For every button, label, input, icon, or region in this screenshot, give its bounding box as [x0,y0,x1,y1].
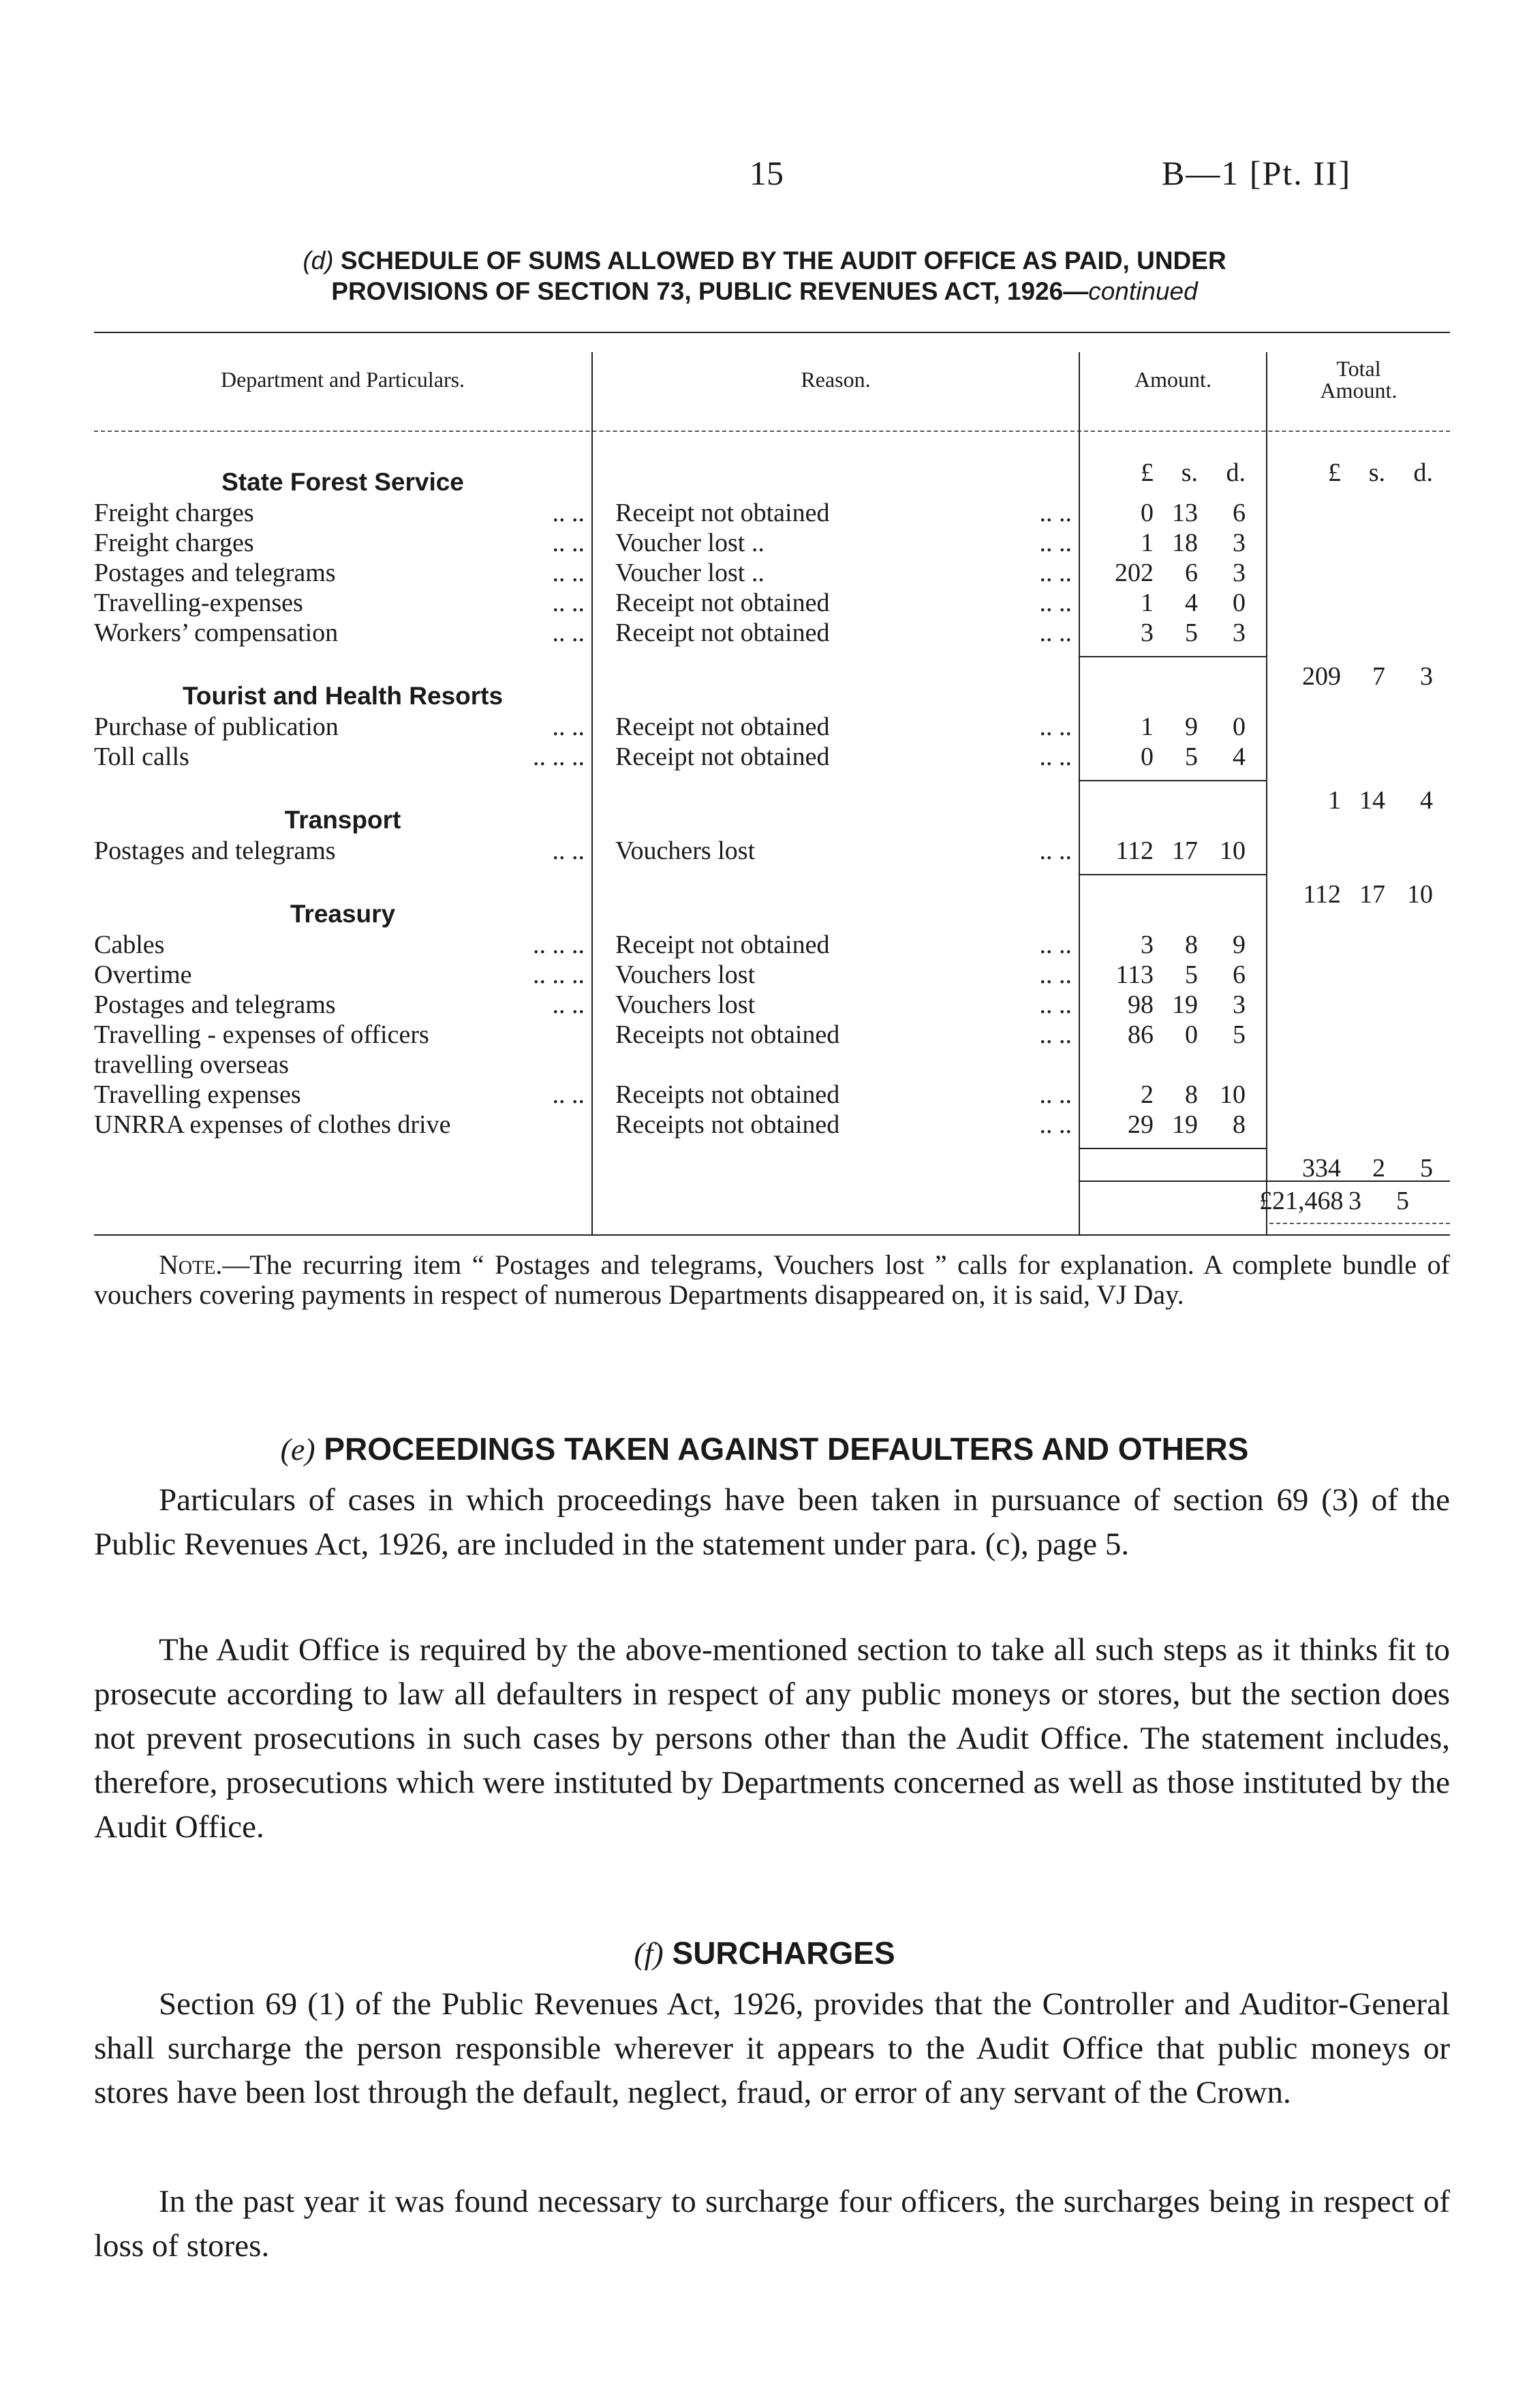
grand-total-underline [1269,1223,1450,1224]
column-header-amount: Amount. [1134,367,1211,392]
row-reason: Receipt not obtained [615,742,830,771]
section-f-heading: SURCHARGES [672,1935,895,1971]
row-reason: Receipts not obtained [615,1110,840,1139]
row-amount-pence: 4 [1233,742,1246,771]
row-amount-pence: 9 [1233,931,1246,959]
row-amount [1096,1110,1246,1140]
row-particular: Travelling expenses [94,1080,301,1109]
row-amount [1096,558,1246,588]
row-particular: Toll calls [94,742,189,771]
row-reason-dots: .. .. [1039,1080,1072,1109]
group-total-pounds: 1 [1328,786,1341,815]
row-amount-pence: 3 [1233,990,1246,1019]
row-particular: Freight charges [94,499,254,527]
section-f-prefix: (f) [634,1936,664,1971]
row-amount-pounds: 113 [1115,960,1154,989]
row-leader-dots: .. .. [552,1080,585,1109]
row-amount-shillings: 5 [1185,960,1198,989]
document-reference: B—1 [Pt. II] [1162,154,1352,192]
grand-total-pence: 5 [1396,1187,1409,1215]
grand-total [1259,1186,1409,1216]
row-amount [1096,498,1246,528]
row-reason: Receipt not obtained [615,619,830,647]
group-total [1283,785,1433,815]
row-particular-continued: travelling overseas [94,1050,289,1079]
row-leader-dots: .. .. .. [533,742,585,771]
page-number: 15 [750,154,784,192]
row-reason: Vouchers lost [615,960,756,989]
row-amount [1096,1080,1246,1110]
row-amount [1096,836,1246,866]
row-particular: UNRRA expenses of clothes drive [94,1110,451,1139]
section-e-title [95,1430,1434,1467]
group-total [1283,1153,1433,1183]
group-total-shillings: 17 [1359,880,1385,909]
row-reason: Vouchers lost [615,990,756,1019]
row-reason: Receipts not obtained [615,1020,840,1049]
group-heading: Treasury [290,900,396,928]
group-total-shillings: 2 [1372,1154,1385,1183]
row-amount-shillings: 8 [1185,1080,1198,1109]
section-e-paragraph-2: The Audit Office is required by the above-mentioned section to take all such steps as it thinks fit to prosecute according to law all defaulters in respect of any public moneys or stores, but the section does not prevent prosecutions in such cases by persons other than the Audit Office. The statement includes, therefore, prosecutions which were instituted by Departments concerned as well as those instituted by the Audit Office. [94,1632,1450,1845]
row-reason-dots: .. .. [1039,619,1072,647]
schedule-title-line2: PROVISIONS OF SECTION 73, PUBLIC REVENUES ACT, 1926— [331,277,1089,305]
section-f-paragraph-1: Section 69 (1) of the Public Revenues Act, 1926, provides that the Controller and Auditor-General shall surcharge the person responsible wherever it appears to the Audit Office that public moneys or stores have been lost through the default, neglect, fraud, or error of any servant of the Crown. [94,1986,1450,2110]
group-total-pounds: 209 [1302,662,1341,691]
row-reason-dots: .. .. [1039,559,1072,587]
row-reason: Receipt not obtained [615,931,830,959]
schedule-title-prefix: (d) [303,247,334,275]
group-total [1283,661,1433,691]
row-reason-dots: .. .. [1039,931,1072,959]
row-amount-shillings: 9 [1185,713,1198,741]
row-amount-pounds: 98 [1128,990,1154,1019]
row-amount-pounds: 0 [1141,742,1154,771]
total-currency-header [1283,458,1433,488]
row-reason-dots: .. .. [1039,836,1072,865]
row-amount-pounds: 3 [1141,619,1154,647]
total-pound-sign: £ [1328,458,1341,487]
row-reason-dots: .. .. [1039,960,1072,989]
row-amount-pence: 0 [1233,589,1246,617]
row-reason-dots: .. .. [1039,529,1072,557]
row-amount-pounds: 29 [1128,1110,1154,1139]
group-total-pence: 10 [1407,880,1433,909]
column-divider-total [1266,352,1267,1234]
group-total-shillings: 7 [1372,662,1385,691]
row-amount-pence: 5 [1233,1020,1246,1049]
row-amount-shillings: 5 [1185,742,1198,771]
section-e-prefix: (e) [280,1432,315,1467]
row-leader-dots: .. .. [552,990,585,1019]
group-subtotal-rule [1079,656,1266,657]
row-amount-pounds: 86 [1128,1020,1154,1049]
row-amount-pounds: 3 [1141,931,1154,959]
row-amount [1096,960,1246,990]
section-f-paragraph-2: In the past year it was found necessary to surcharge four officers, the surcharges being in respect of loss of stores. [94,2184,1450,2264]
row-amount [1096,742,1246,772]
row-particular: Cables [94,931,165,959]
amount-pence-sign: d. [1226,458,1246,487]
row-amount-pence: 0 [1233,713,1246,741]
row-reason: Voucher lost .. [615,559,764,587]
column-divider-amount [1079,352,1080,1234]
amount-shilling-sign: s. [1181,458,1198,487]
row-particular: Workers’ compensation [94,619,339,647]
column-header-total-line2: Amount. [1320,378,1397,403]
row-leader-dots: .. .. [552,619,585,647]
row-amount [1096,930,1246,960]
group-subtotal-rule [1079,780,1266,781]
row-amount-shillings: 19 [1172,1110,1198,1139]
row-amount-pounds: 1 [1141,713,1154,741]
total-pence-sign: d. [1413,458,1433,487]
row-amount-shillings: 0 [1185,1020,1198,1049]
schedule-title-continued: continued [1088,277,1198,305]
group-heading: Transport [284,806,401,834]
row-amount-pence: 3 [1233,619,1246,647]
row-particular: Postages and telegrams [94,559,336,587]
header-bottom-rule [94,431,1450,432]
row-amount-pounds: 2 [1141,1080,1154,1109]
schedule-note [94,1250,1450,1310]
row-amount-pence: 8 [1233,1110,1246,1139]
group-total-pounds: 112 [1303,880,1341,909]
group-total-pence: 5 [1420,1154,1433,1183]
amount-currency-header [1096,458,1246,488]
note-text: —The recurring item “ Postages and telegrams, Vouchers lost ” calls for explanation. A complete bundle of vouchers covering payments in respect of numerous Departments disappeared on, it is said, VJ Day. [94,1249,1450,1310]
row-particular: Purchase of publication [94,713,339,741]
row-amount-pounds: 1 [1141,589,1154,617]
row-amount [1096,712,1246,742]
row-amount-shillings: 6 [1185,559,1198,587]
row-amount-shillings: 17 [1172,836,1198,865]
column-header-total-line1: Total [1336,356,1381,381]
row-reason: Receipt not obtained [615,499,830,527]
row-leader-dots: .. .. [552,499,585,527]
grand-total-pounds: £21,468 [1259,1187,1344,1215]
schedule-table [94,332,1450,1238]
group-subtotal-rule [1079,1148,1266,1149]
row-leader-dots: .. .. [552,836,585,865]
section-e-heading: PROCEEDINGS TAKEN AGAINST DEFAULTERS AND OTHERS [324,1431,1249,1467]
row-amount-pounds: 112 [1115,836,1154,865]
row-amount-pounds: 1 [1141,529,1154,557]
row-amount-pounds: 202 [1115,559,1154,587]
group-heading: State Forest Service [221,468,464,496]
row-particular: Freight charges [94,529,254,557]
row-amount-shillings: 4 [1185,589,1198,617]
row-amount [1096,618,1246,648]
row-amount-pence: 6 [1233,960,1246,989]
total-shilling-sign: s. [1368,458,1385,487]
schedule-title [95,245,1434,307]
grand-total-rule [1079,1180,1450,1182]
row-amount-shillings: 13 [1172,499,1198,527]
row-particular: Travelling - expenses of officers [94,1020,429,1049]
note-label: Note. [159,1249,223,1280]
row-amount-pence: 10 [1220,1080,1246,1109]
column-divider-reason [591,352,593,1234]
column-header-total [1267,358,1450,401]
schedule-title-line1: SCHEDULE OF SUMS ALLOWED BY THE AUDIT OFFICE AS PAID, UNDER [340,247,1226,275]
row-amount [1096,528,1246,558]
grand-total-shillings: 3 [1348,1187,1361,1215]
row-amount [1096,1020,1246,1050]
row-reason-dots: .. .. [1039,589,1072,617]
row-reason: Voucher lost .. [615,529,764,557]
row-particular: Overtime [94,960,192,989]
row-amount-shillings: 8 [1185,931,1198,959]
row-amount-shillings: 18 [1172,529,1198,557]
group-total [1283,879,1433,909]
amount-pound-sign: £ [1141,458,1154,487]
row-particular: Postages and telegrams [94,836,336,865]
row-leader-dots: .. .. [552,589,585,617]
row-particular: Travelling-expenses [94,589,303,617]
row-amount-pence: 10 [1220,836,1246,865]
row-amount-shillings: 5 [1185,619,1198,647]
row-reason: Receipts not obtained [615,1080,840,1109]
row-leader-dots: .. .. .. [533,931,585,959]
row-reason-dots: .. .. [1039,1020,1072,1049]
table-top-rule [94,332,1450,333]
row-reason: Receipt not obtained [615,589,830,617]
row-amount [1096,588,1246,618]
group-heading: Tourist and Health Resorts [182,682,504,710]
section-e-paragraph-1: Particulars of cases in which proceedings have been taken in pursuance of section 69 (3) of the Public Revenues Act, 1926, are included in the statement under para. (c), page 5. [94,1482,1450,1562]
group-total-pounds: 334 [1302,1154,1341,1183]
row-amount-shillings: 19 [1172,990,1198,1019]
row-reason-dots: .. .. [1039,713,1072,741]
group-subtotal-rule [1079,874,1266,875]
group-total-shillings: 14 [1359,786,1385,815]
row-amount-pounds: 0 [1141,499,1154,527]
column-header-department: Department and Particulars. [220,367,465,392]
row-leader-dots: .. .. .. [533,960,585,989]
row-reason-dots: .. .. [1039,990,1072,1019]
row-leader-dots: .. .. [552,529,585,557]
row-amount-pence: 6 [1233,499,1246,527]
row-reason: Vouchers lost [615,836,756,865]
row-reason: Receipt not obtained [615,713,830,741]
row-amount [1096,990,1246,1020]
group-total-pence: 4 [1420,786,1433,815]
row-reason-dots: .. .. [1039,742,1072,771]
section-f-title [95,1935,1434,1971]
row-amount-pence: 3 [1233,559,1246,587]
group-total-pence: 3 [1420,662,1433,691]
row-reason-dots: .. .. [1039,499,1072,527]
row-amount-pence: 3 [1233,529,1246,557]
row-leader-dots: .. .. [552,713,585,741]
row-reason-dots: .. .. [1039,1110,1072,1139]
row-particular: Postages and telegrams [94,990,336,1019]
column-header-reason: Reason. [801,367,871,392]
row-leader-dots: .. .. [552,559,585,587]
table-bottom-rule [94,1234,1450,1236]
